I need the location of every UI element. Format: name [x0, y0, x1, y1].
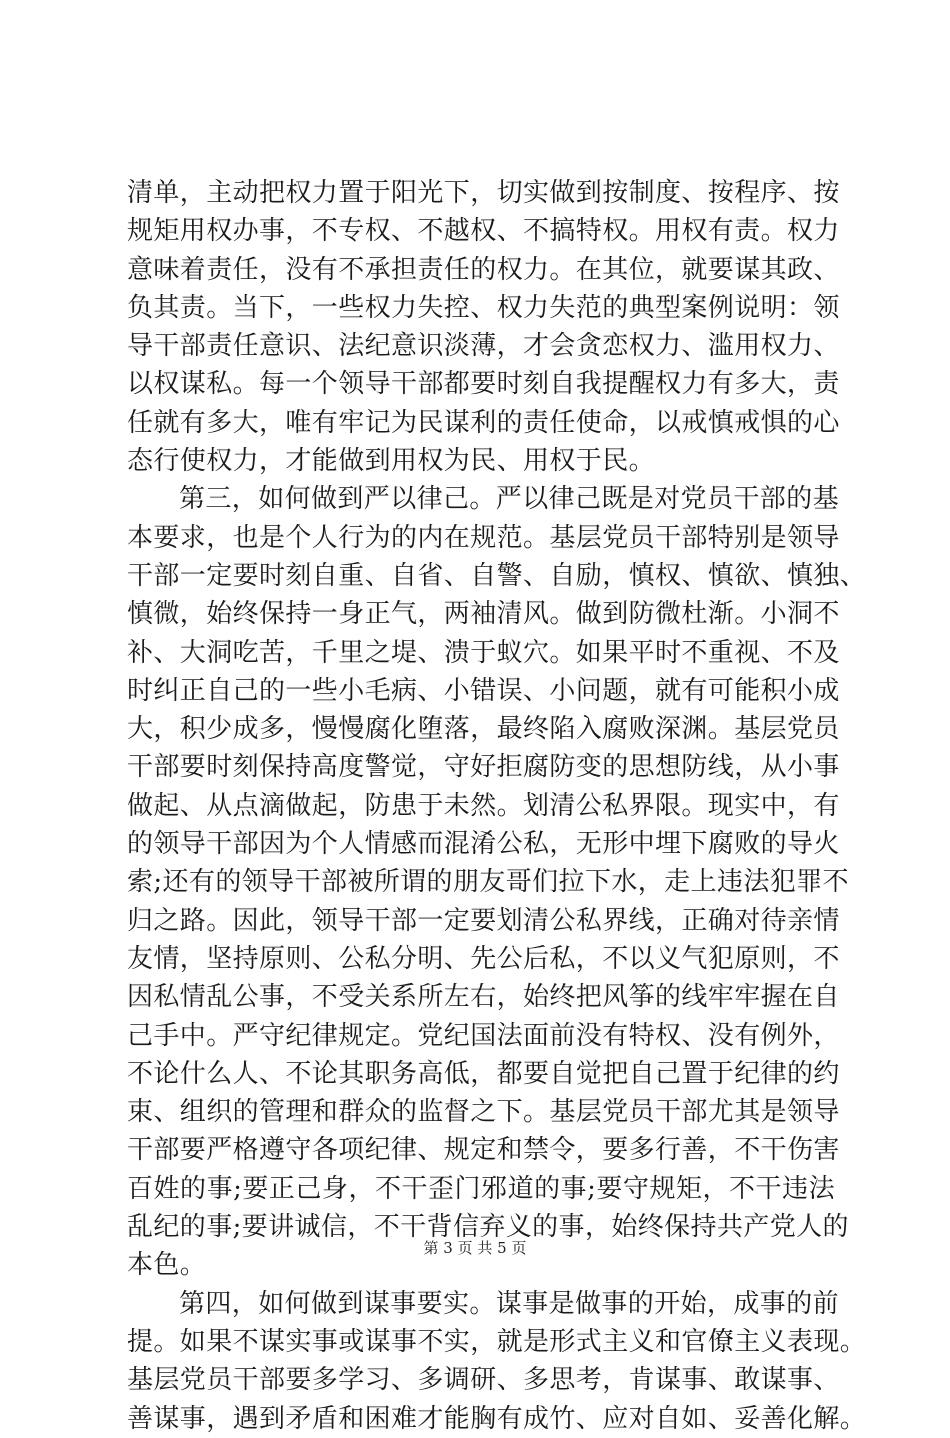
- text-line: 友情，坚持原则、公私分明、先公后私，不以义气犯原则，不: [127, 943, 840, 974]
- text-line: 做起、从点滴做起，防患于未然。划清公私界限。现实中，有: [127, 790, 840, 821]
- text-line: 基层党员干部要多学习、多调研、多思考，肯谋事、敢谋事、: [127, 1365, 840, 1396]
- text-line: 干部一定要时刻自重、自省、自警、自励，慎权、慎欲、慎独、: [127, 560, 867, 591]
- text-line: 意味着责任，没有不承担责任的权力。在其位，就要谋其政、: [127, 254, 840, 285]
- text-line: 慎微，始终保持一身正气，两袖清风。做到防微杜渐。小洞不: [127, 599, 840, 630]
- text-line: 干部要时刻保持高度警觉，守好拒腐防变的思想防线，从小事: [127, 752, 840, 783]
- text-line: 乱纪的事;要讲诚信，不干背信弃义的事，始终保持共产党人的: [127, 1212, 849, 1243]
- text-line: 大，积少成多，慢慢腐化堕落，最终陷入腐败深渊。基层党员: [127, 714, 840, 745]
- text-line: 提。如果不谋实事或谋事不实，就是形式主义和官僚主义表现。: [127, 1326, 867, 1357]
- text-line: 本要求，也是个人行为的内在规范。基层党员干部特别是领导: [127, 522, 840, 553]
- text-line: 清单，主动把权力置于阳光下，切实做到按制度、按程序、按: [127, 178, 840, 208]
- text-line: 态行使权力，才能做到用权为民、用权于民。: [127, 446, 656, 477]
- text-line: 不论什么人、不论其职务高低，都要自觉把自己置于纪律的约: [127, 1058, 840, 1089]
- text-line: 己手中。严守纪律规定。党纪国法面前没有特权、没有例外，: [127, 1020, 840, 1051]
- text-line: 百姓的事;要正己身，不干歪门邪道的事;要守规矩，不干违法: [127, 1173, 835, 1204]
- text-line: 本色。: [127, 1250, 207, 1281]
- text-line: 因私情乱公事，不受关系所左右，始终把风筝的线牢牢握在自: [127, 982, 840, 1013]
- text-line: 的领导干部因为个人情感而混淆公私，无形中埋下腐败的导火: [127, 829, 840, 860]
- text-line: 归之路。因此，领导干部一定要划清公私界线，正确对待亲情: [127, 905, 840, 936]
- paragraph-start-line: 第四，如何做到谋事要实。谋事是做事的开始，成事的前: [179, 1288, 840, 1319]
- paragraph-start-line: 第三，如何做到严以律己。严以律己既是对党员干部的基: [179, 484, 840, 515]
- text-line: 以权谋私。每一个领导干部都要时刻自我提醒权力有多大，责: [127, 369, 840, 400]
- text-line: 善谋事，遇到矛盾和困难才能胸有成竹、应对自如、妥善化解。: [127, 1403, 867, 1434]
- text-line: 补、大洞吃苦，千里之堤、溃于蚁穴。如果平时不重视、不及: [127, 637, 840, 668]
- text-line: 导干部责任意识、法纪意识淡薄，才会贪恋权力、滥用权力、: [127, 331, 840, 362]
- text-line: 时纠正自己的一些小毛病、小错误、小问题，就有可能积小成: [127, 675, 840, 706]
- text-line: 干部要严格遵守各项纪律、规定和禁令，要多行善，不干伤害: [127, 1135, 840, 1166]
- text-line: 索;还有的领导干部被所谓的朋友哥们拉下水，走上违法犯罪不: [127, 867, 849, 898]
- page-number-footer: 第 3 页 共 5 页: [423, 1239, 527, 1257]
- text-line: 任就有多大，唯有牢记为民谋利的责任使命，以戒慎戒惧的心: [127, 407, 840, 438]
- text-line: 束、组织的管理和群众的监督之下。基层党员干部尤其是领导: [127, 1097, 840, 1128]
- text-line: 负其责。当下，一些权力失控、权力失范的典型案例说明：领: [127, 292, 840, 323]
- text-line: 规矩用权办事，不专权、不越权、不搞特权。用权有责。权力: [127, 216, 840, 247]
